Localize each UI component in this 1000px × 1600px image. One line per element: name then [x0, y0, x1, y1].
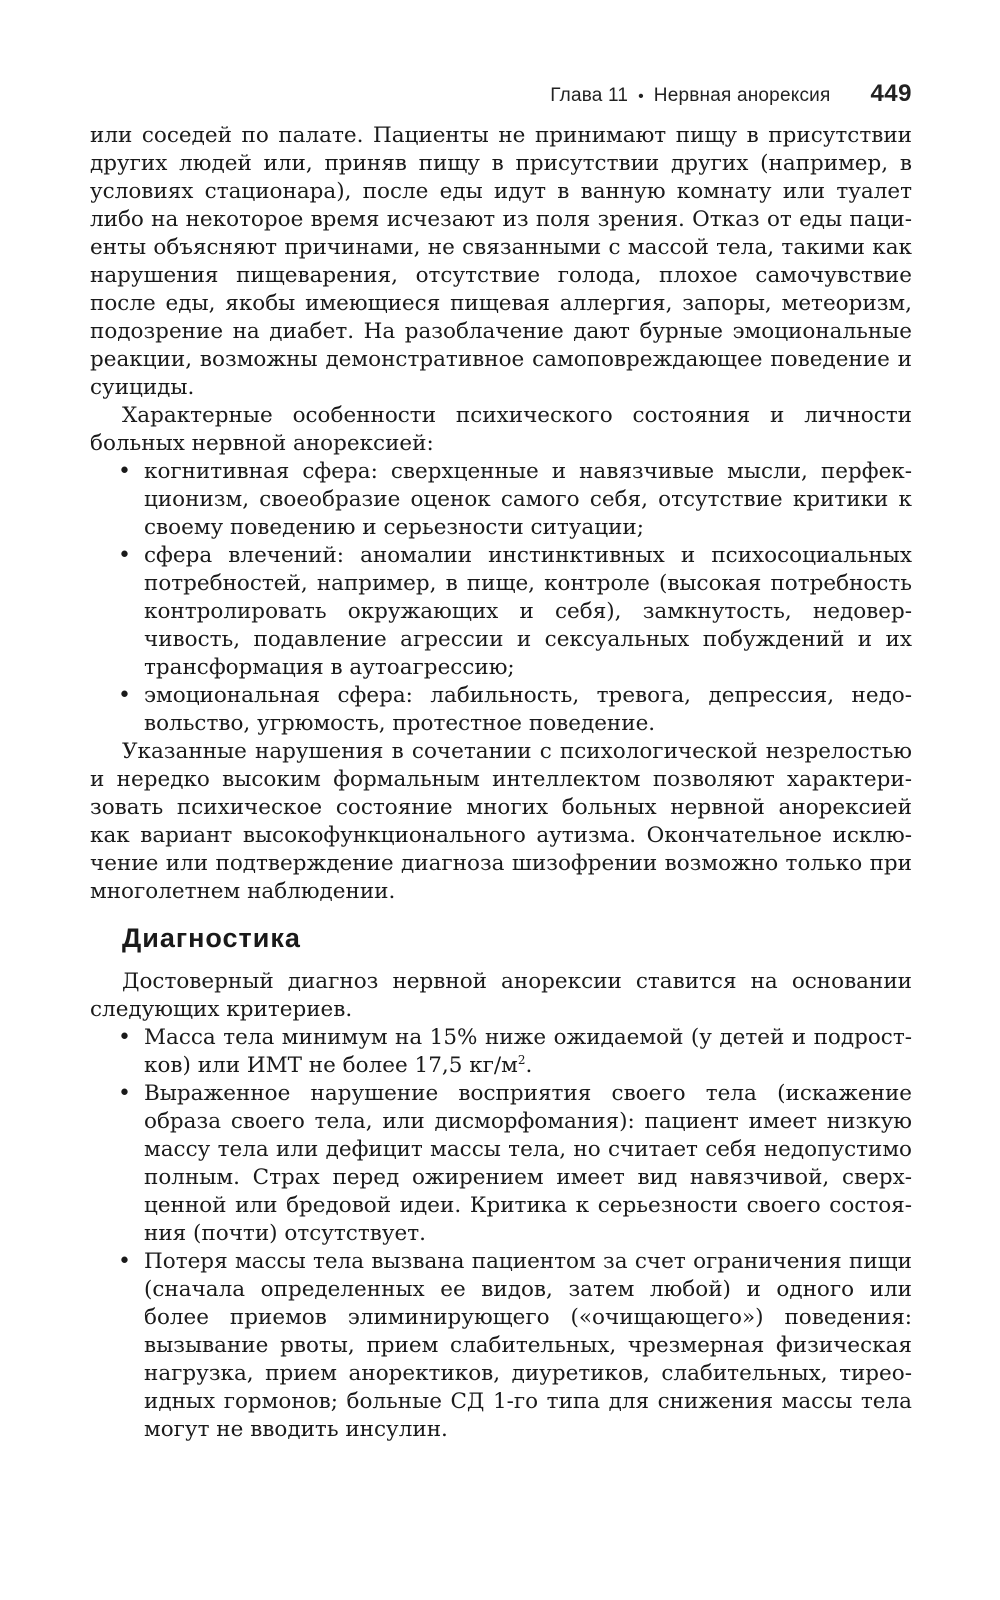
criteria-list: [90, 1024, 912, 1444]
criterion-text: Масса тела минимум на 15% ниже ожидаемой (у детей и подростков) или ИМТ не более 17,5 кг/м: [144, 1025, 912, 1078]
paragraph-features-intro: Характерные особенности психического состояния и личности больных нервной анорексией:: [90, 403, 912, 456]
list-item: • Выраженное нарушение восприятия своего тела (искажение образа своего тела, или дисморфомания): пациент имеет низкую массу тела или дефицит массы тела, но считает себя недопустимо полным. Страх перед ожирением имеет вид навязчивой, сверхценной или бредовой идеи. Критика к серьезности своего состояния (почти) отсутствует.: [144, 1080, 912, 1248]
book-page: [90, 80, 912, 1444]
header-separator: •: [638, 88, 644, 105]
list-item: [144, 1024, 912, 1080]
paragraph-continuation: или соседей по палате. Пациенты не принимают пищу в присутствии других людей или, приняв пищу в присутствии других (например, в условиях стационара), после еды идут в ванную комнату или туалет либо на некоторое время исчезают из поля зрения. Отказ от еды пациенты объясняют причинами, не связанными с массой тела, такими как нарушения пищеварения, отсутствие голода, плохое самочувствие после еды, якобы имеющиеся пищевая аллергия, запоры, метеоризм, подозрение на диабет. На разоблачение дают бурные эмоциональные реакции, возможны демонстративное самоповреждающее поведение и суициды.: [90, 123, 912, 400]
page-number: 449: [870, 80, 912, 107]
list-item: • Потеря массы тела вызвана пациентом за счет ограничения пищи (сначала определенных ее видов, затем любой) и одного или более приемов элиминирующего («очищающего») поведения: вызывание рвоты, прием слабительных, чрезмерная физическая нагрузка, прием аноректиков, диуретиков, слабительных, тиреоидных гормонов; больные СД 1-го типа для снижения массы тела могут не вводить инсулин.: [144, 1248, 912, 1444]
list-item: • когнитивная сфера: сверхценные и навязчивые мысли, перфекционизм, своеобразие оценок самого себя, отсутствие критики к своему поведению и серьезности ситуации;: [144, 458, 912, 542]
paragraph-diagnostics-intro: Достоверный диагноз нервной анорексии ставится на основании следующих критериев.: [90, 969, 912, 1022]
list-item: • эмоциональная сфера: лабильность, тревога, депрессия, недовольство, угрюмость, протестное поведение.: [144, 682, 912, 738]
criterion-end: .: [525, 1053, 533, 1078]
section-heading: Диагностика: [122, 923, 301, 953]
chapter-title: Нервная анорексия: [653, 85, 831, 106]
superscript: 2: [517, 1052, 526, 1067]
list-item: • сфера влечений: аномалии инстинктивных и психосоциальных потребностей, например, в пище, контроле (высокая потребность контролировать окружающих и себя), замкнутость, недоверчивость, подавление агрессии и сексуальных побуждений и их трансформация в аутоагрессию;: [144, 542, 912, 682]
chapter-label: Глава 11: [550, 85, 629, 106]
body-text: [90, 122, 912, 1444]
features-list: [90, 458, 912, 738]
running-header: [90, 80, 912, 122]
paragraph-autism: Указанные нарушения в сочетании с психологической незрелостью и нередко высоким формальным интеллектом позволяют характеризовать психическое состояние многих больных нервной анорексией как вариант высокофункционального аутизма. Окончательное исключение или подтверждение диагноза шизофрении возможно только при многолетнем наблюдении.: [90, 739, 912, 904]
